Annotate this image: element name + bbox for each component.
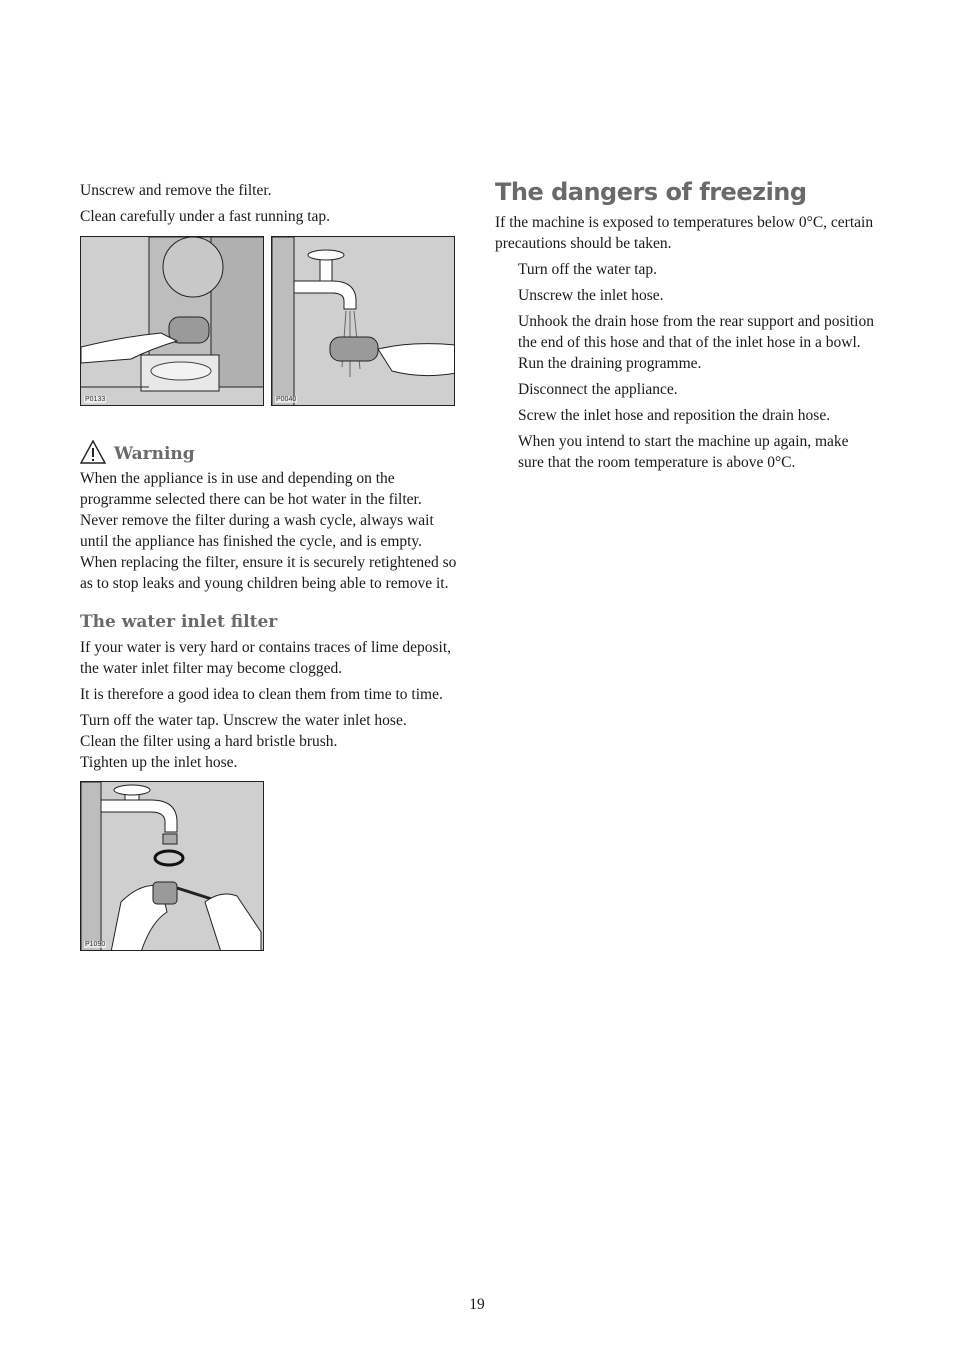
clean-inlet-filter-illustration: [81, 782, 264, 951]
inlet-filter-para-1: If your water is very hard or contains traces of lime deposit, the water inlet filter may become clogged.: [80, 639, 452, 677]
freezing-heading: The dangers of freezing: [495, 178, 807, 206]
figure-code: P0040: [276, 396, 297, 403]
filter-figures: [80, 236, 460, 406]
warning-title: Warning: [114, 444, 195, 464]
left-column: [80, 180, 460, 951]
freezing-step: Turn off the water tap.: [518, 261, 658, 278]
inlet-filter-para-2: It is therefore a good idea to clean them from time to time.: [80, 686, 443, 703]
intro-line-1: Unscrew and remove the filter.: [80, 182, 272, 199]
inlet-filter-heading: The water inlet filter: [80, 612, 278, 632]
warning-header: [80, 440, 460, 464]
warning-triangle-icon: [80, 440, 106, 464]
figure-remove-filter: [80, 236, 264, 406]
right-column: [495, 178, 875, 473]
rinse-filter-illustration: [272, 237, 455, 406]
inlet-filter-line-3: Tighten up the inlet hose.: [80, 754, 238, 771]
figure-code: P0133: [85, 396, 106, 403]
freezing-steps: [518, 259, 875, 473]
warning-text: When the appliance is in use and depending on the programme selected there can be hot water in the filter. Never remove the filter during a wash cycle, always wait until the appliance has finished the cycle, and is empty. When replacing the filter, ensure it is securely retightened so as to stop leaks and young children being able to remove it.: [80, 470, 457, 592]
remove-filter-illustration: [81, 237, 264, 406]
inlet-filter-line-1: Turn off the water tap. Unscrew the water inlet hose.: [80, 712, 407, 729]
intro-line-2: Clean carefully under a fast running tap.: [80, 208, 331, 225]
freezing-step: When you intend to start the machine up again, make sure that the room temperature is above 0°C.: [518, 433, 849, 471]
freezing-intro: If the machine is exposed to temperatures below 0°C, certain precautions should be taken.: [495, 214, 874, 252]
inlet-filter-line-2: Clean the filter using a hard bristle brush.: [80, 733, 338, 750]
figure-rinse-filter: [271, 236, 455, 406]
page-number: 19: [469, 1296, 485, 1313]
figure-clean-inlet-filter: [80, 781, 264, 951]
freezing-step: Screw the inlet hose and reposition the drain hose.: [518, 407, 831, 424]
freezing-step: Disconnect the appliance.: [518, 381, 678, 398]
freezing-step: Unscrew the inlet hose.: [518, 287, 664, 304]
inlet-filter-para-3: [80, 710, 460, 773]
figure-code: P1090: [85, 941, 106, 948]
freezing-step: Unhook the drain hose from the rear support and position the end of this hose and that of the inlet hose in a bowl. Run the draining programme.: [518, 313, 874, 372]
